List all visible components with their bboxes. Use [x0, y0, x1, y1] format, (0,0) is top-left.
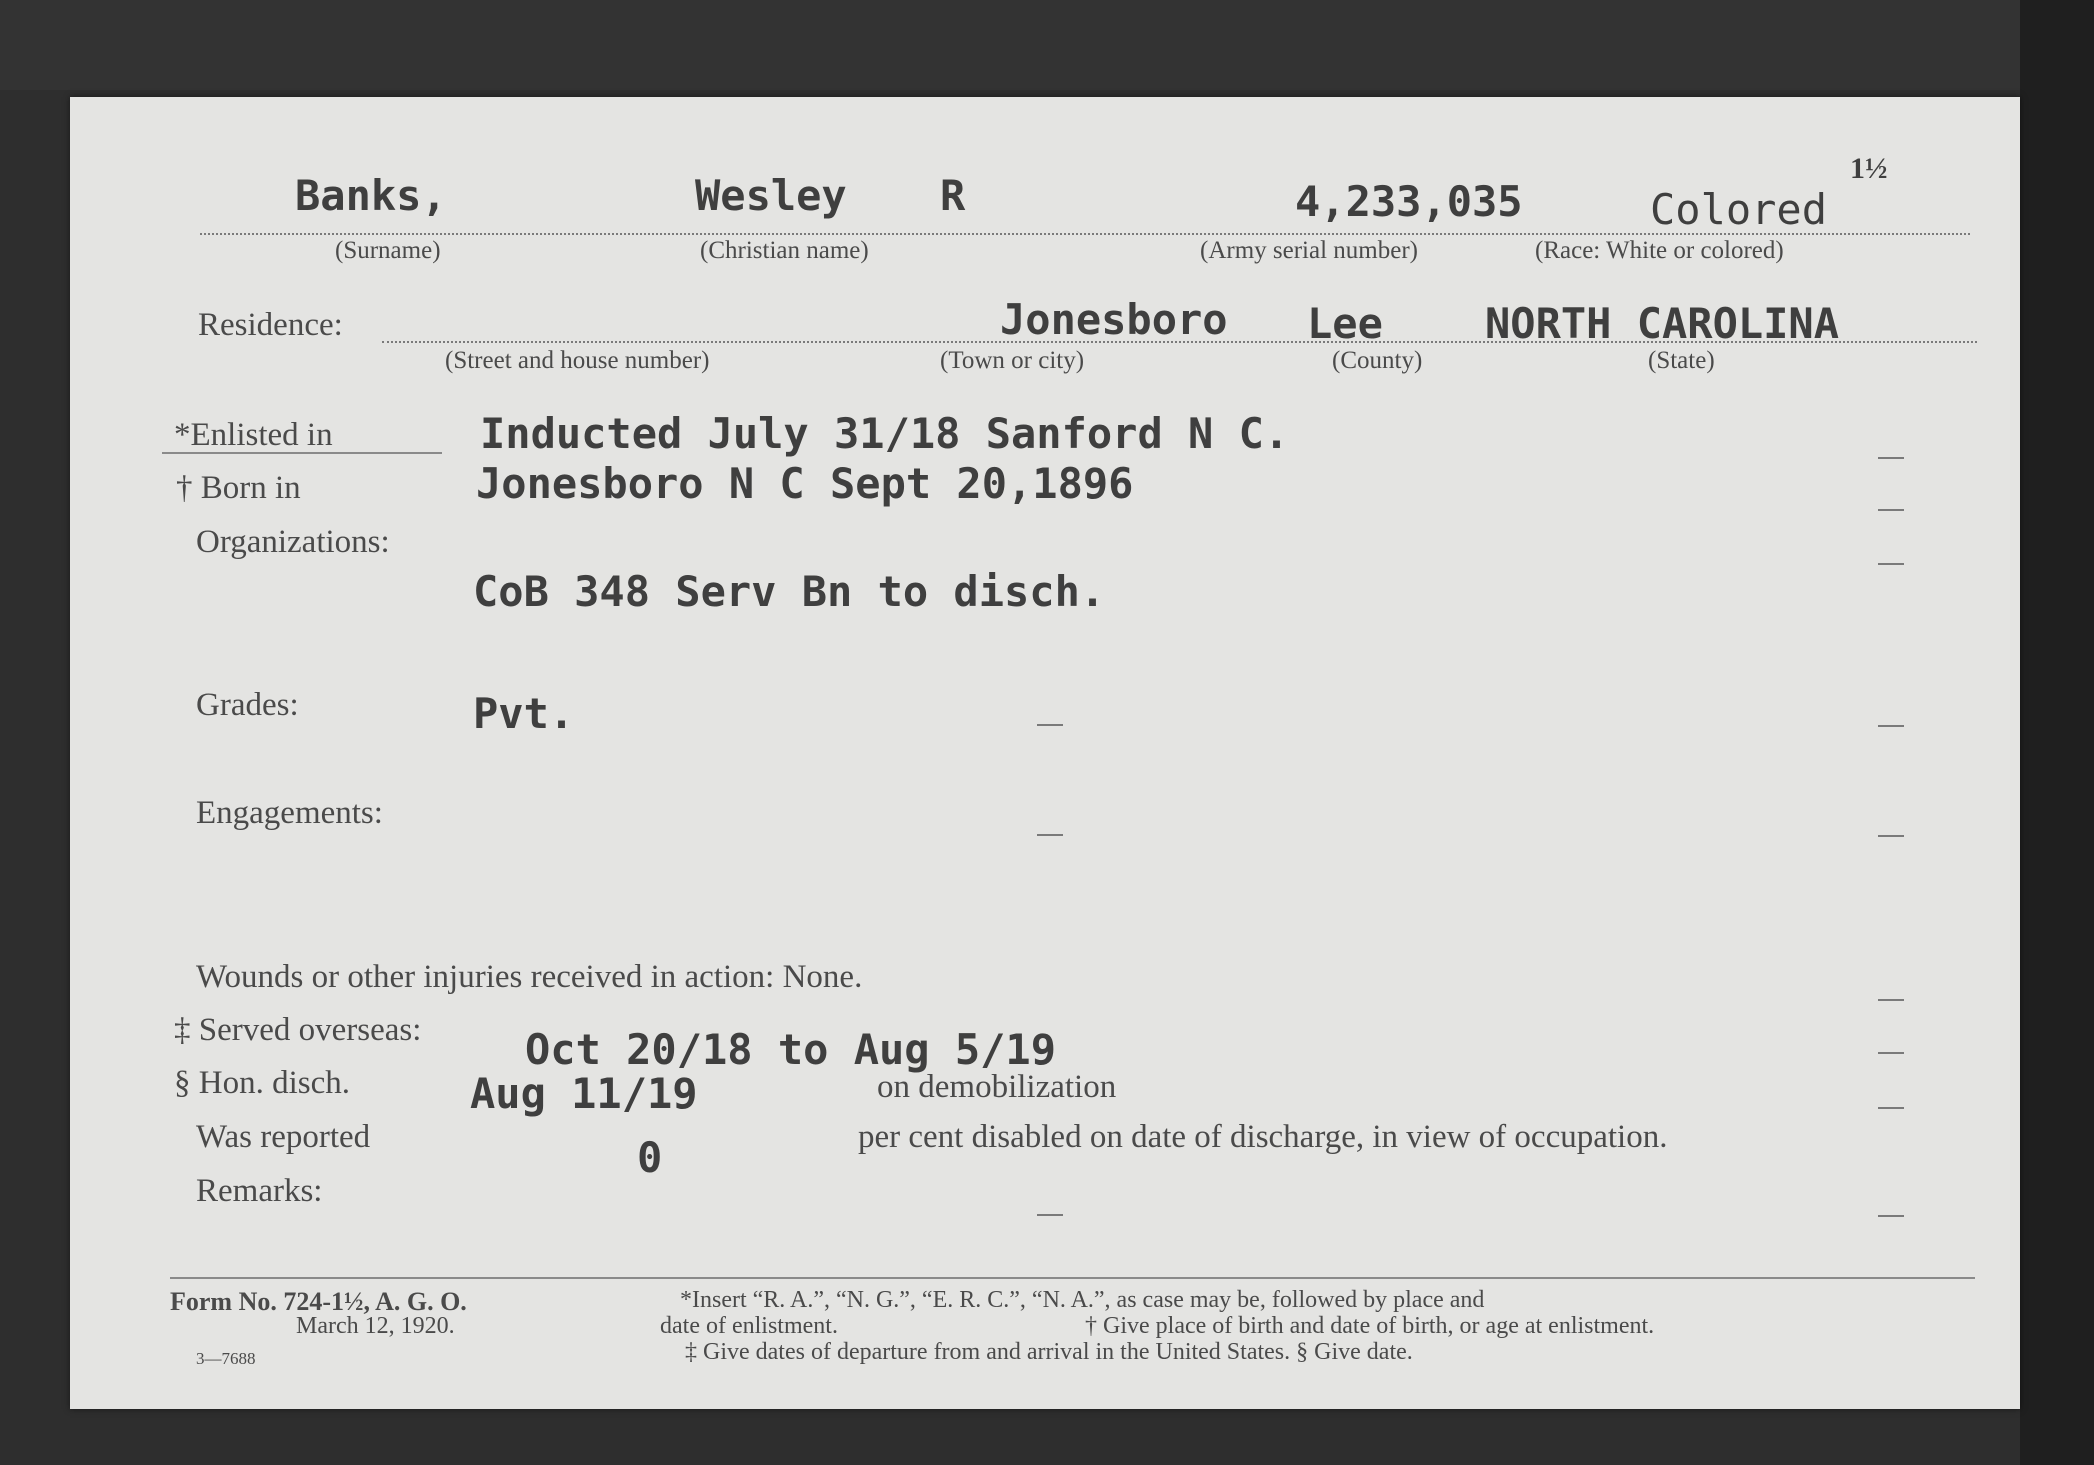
footnote-overseas-discharge: ‡ Give dates of departure from and arrival in the United States. § Give date. — [685, 1339, 1413, 1365]
footer-rule — [170, 1277, 1975, 1279]
name-line — [200, 233, 1970, 235]
town-caption: (Town or city) — [940, 347, 1085, 374]
born-label: † Born in — [176, 470, 301, 506]
surname-value: Banks, — [295, 171, 447, 220]
residence-line — [382, 341, 1977, 343]
remarks-label: Remarks: — [196, 1173, 323, 1209]
margin-dash — [1878, 1215, 1904, 1217]
percent-disabled-value: 0 — [637, 1133, 663, 1182]
street-caption: (Street and house number) — [445, 347, 710, 374]
hon-disch-note: on demobilization — [877, 1069, 1117, 1105]
middle-dash — [1037, 1214, 1063, 1216]
margin-dash — [1878, 509, 1904, 511]
print-code: 3—7688 — [196, 1349, 256, 1368]
margin-dash — [1878, 563, 1904, 565]
middle-dash — [1037, 834, 1063, 836]
percent-disabled-text: per cent disabled on date of discharge, in view of occupation. — [858, 1119, 1668, 1155]
margin-dash — [1878, 999, 1904, 1001]
race-caption: (Race: White or colored) — [1535, 237, 1784, 264]
wounds-label: Wounds or other injuries received in action: None. — [196, 959, 863, 995]
surname-caption: (Surname) — [335, 237, 441, 264]
scan-background-top — [0, 0, 2094, 90]
race-value: Colored — [1650, 185, 1828, 234]
footnote-enlistment-cont: date of enlistment. — [660, 1313, 838, 1339]
hon-disch-label: § Hon. disch. — [174, 1065, 350, 1101]
margin-dash — [1878, 725, 1904, 727]
was-reported-label: Was reported — [196, 1119, 371, 1155]
born-value: Jonesboro N C Sept 20,1896 — [476, 459, 1134, 508]
enlisted-value: Inducted July 31/18 Sanford N C. — [480, 409, 1290, 458]
service-record-card — [70, 97, 2020, 1409]
engagements-label: Engagements: — [196, 795, 383, 831]
christian-name-value: Wesley — [695, 171, 847, 220]
served-overseas-value: Oct 20/18 to Aug 5/19 — [525, 1025, 1057, 1074]
organizations-label: Organizations: — [196, 524, 390, 560]
form-date: March 12, 1920. — [296, 1313, 455, 1339]
state-caption: (State) — [1648, 347, 1715, 374]
grades-label: Grades: — [196, 687, 299, 723]
enlisted-underline — [162, 452, 442, 454]
serial-caption: (Army serial number) — [1200, 237, 1418, 264]
served-overseas-label: ‡ Served overseas: — [174, 1012, 422, 1048]
hon-disch-value: Aug 11/19 — [470, 1069, 698, 1118]
middle-dash — [1037, 724, 1063, 726]
serial-number-value: 4,233,035 — [1295, 177, 1523, 226]
margin-dash — [1878, 835, 1904, 837]
christian-name-caption: (Christian name) — [700, 237, 869, 264]
margin-dash — [1878, 1107, 1904, 1109]
middle-initial-value: R — [940, 171, 966, 220]
form-number: Form No. 724-1½, A. G. O. — [170, 1287, 467, 1316]
footnote-enlistment: *Insert “R. A.”, “N. G.”, “E. R. C.”, “N. A.”, as case may be, followed by place and — [680, 1287, 1485, 1313]
margin-dash — [1878, 1052, 1904, 1054]
footnote-birth: † Give place of birth and date of birth, or age at enlistment. — [1085, 1313, 1655, 1339]
residence-county-value: Lee — [1307, 299, 1383, 348]
margin-dash — [1878, 457, 1904, 459]
enlisted-label: *Enlisted in — [174, 417, 333, 453]
county-caption: (County) — [1332, 347, 1423, 374]
grades-value: Pvt. — [473, 689, 575, 738]
card-fraction: 1½ — [1850, 152, 1888, 185]
residence-town-value: Jonesboro — [1000, 295, 1228, 344]
residence-label: Residence: — [198, 307, 343, 343]
scan-background-right — [2020, 0, 2094, 1465]
residence-state-value: NORTH CAROLINA — [1485, 299, 1840, 348]
organizations-value: CoB 348 Serv Bn to disch. — [473, 567, 1106, 616]
